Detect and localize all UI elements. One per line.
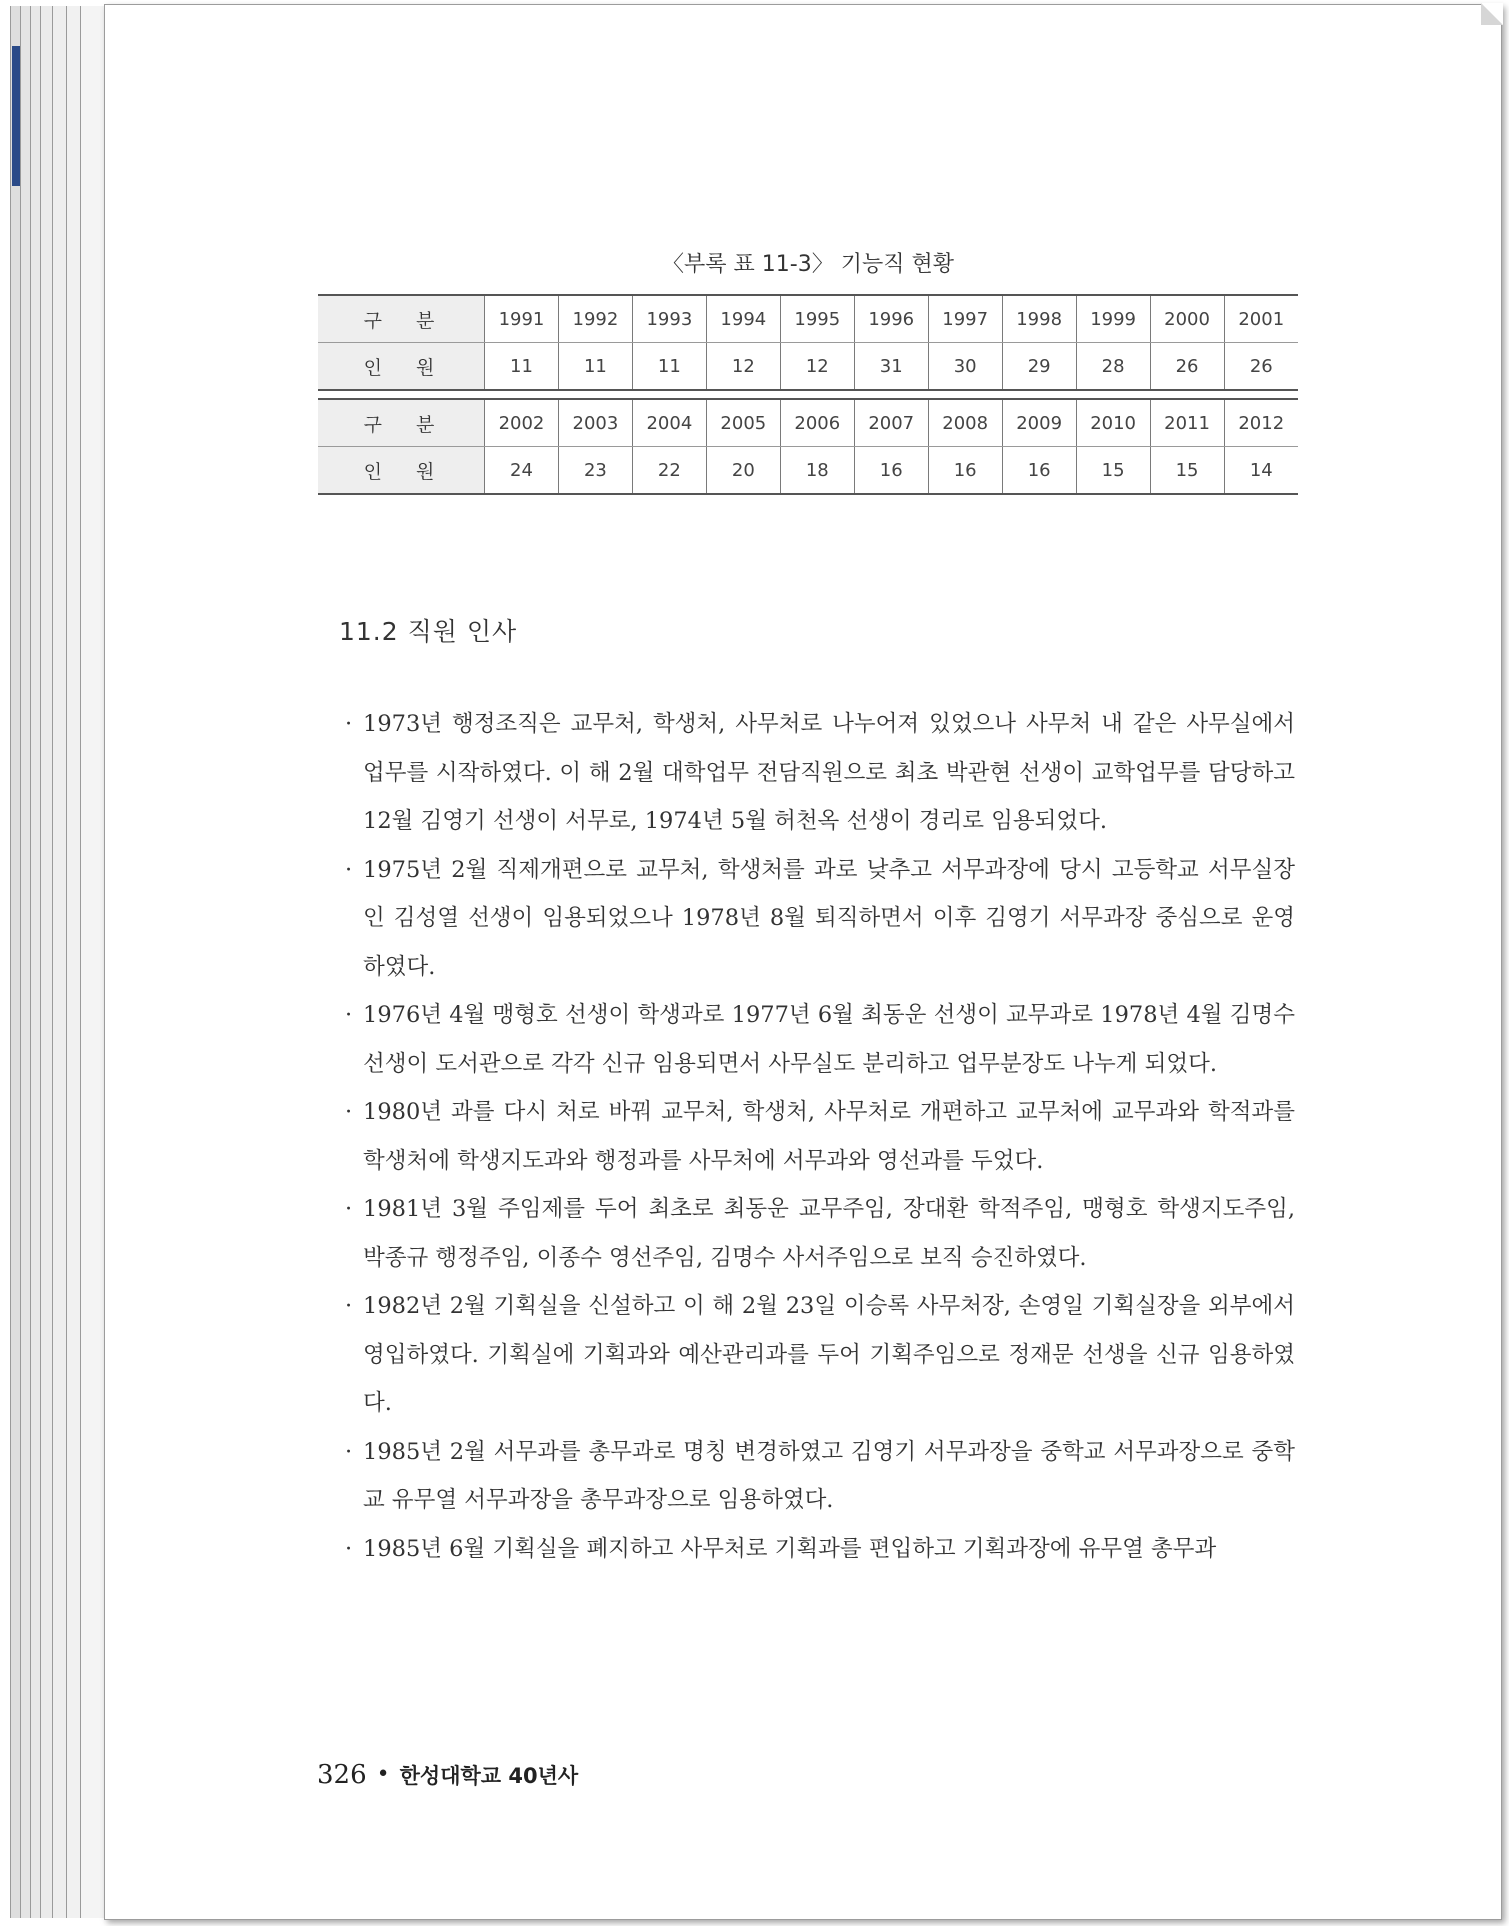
bullet-mark: · (345, 1099, 353, 1125)
bullet-mark: · (345, 856, 353, 883)
year-cell: 1997 (928, 295, 1002, 343)
year-cell: 1996 (854, 295, 928, 343)
count-cell: 12 (706, 343, 780, 391)
table-row-years (318, 399, 1298, 447)
count-cell: 16 (854, 447, 928, 495)
table-row-years (318, 295, 1298, 343)
year-cell: 2001 (1224, 295, 1298, 343)
year-cell: 1993 (632, 295, 706, 343)
table-row-counts (318, 343, 1298, 391)
year-cell: 2008 (928, 399, 1002, 447)
count-cell: 14 (1224, 447, 1298, 495)
bullet-mark: · (345, 1535, 353, 1562)
year-cell: 2003 (558, 399, 632, 447)
year-cell: 2000 (1150, 295, 1224, 343)
count-cell: 20 (706, 447, 780, 495)
count-cell: 16 (928, 447, 1002, 495)
count-cell: 11 (632, 343, 706, 391)
year-cell: 1995 (780, 295, 854, 343)
footer-separator: • (376, 1762, 390, 1787)
year-cell: 2012 (1224, 399, 1298, 447)
staff-table-1991-2001 (318, 294, 1298, 391)
count-cell: 24 (485, 447, 559, 495)
history-paragraph (345, 991, 1295, 1088)
staff-table-2002-2012 (318, 398, 1298, 495)
paragraph-text: 1976년 4월 맹형호 선생이 학생과로 1977년 6월 최동운 선생이 교무과로 1978년 4월 김명수 선생이 도서관으로 각각 신규 임용되면서 사무실도 분리하고 업무분장도 나누게 되었다. (363, 1002, 1295, 1077)
count-cell: 28 (1076, 343, 1150, 391)
year-cell: 2006 (780, 399, 854, 447)
bullet-mark: · (345, 1196, 353, 1222)
year-cell: 2004 (632, 399, 706, 447)
book-page-edges (10, 6, 110, 1918)
paragraph-text: 1985년 2월 서무과를 총무과로 명칭 변경하였고 김영기 서무과장을 중학교 서무과장으로 중학교 유무열 서무과장을 총무과장으로 임용하였다. (363, 1438, 1295, 1513)
book-page (104, 4, 1502, 1920)
page-corner-fold (1481, 3, 1503, 25)
body-text (345, 700, 1295, 1573)
row-header-category: 구 분 (318, 399, 485, 447)
paragraph-text: 1985년 6월 기획실을 폐지하고 사무처로 기획과를 편입하고 기획과장에 유무열 총무과 (363, 1535, 1217, 1562)
history-paragraph (345, 1525, 1295, 1574)
bullet-mark: · (345, 1002, 353, 1028)
table-row-counts (318, 447, 1298, 495)
count-cell: 16 (1002, 447, 1076, 495)
bullet-mark: · (345, 1293, 353, 1319)
count-cell: 31 (854, 343, 928, 391)
bullet-mark: · (345, 1438, 353, 1465)
history-paragraph (345, 1185, 1295, 1282)
row-header-category: 구 분 (318, 295, 485, 343)
paragraph-text: 1973년 행정조직은 교무처, 학생처, 사무처로 나누어져 있었으나 사무처 내 같은 사무실에서 업무를 시작하였다. 이 해 2월 대학업무 전담직원으로 최초 박관현 선생이 교학업무를 담당하고 12월 김영기 선생이 서무로, 1974년 5월 허천옥 선생이 경리로 임용되었다. (363, 711, 1295, 834)
count-cell: 11 (485, 343, 559, 391)
row-header-headcount: 인 원 (318, 447, 485, 495)
history-paragraph (345, 846, 1295, 992)
year-cell: 2009 (1002, 399, 1076, 447)
page-number: 326 (317, 1760, 367, 1790)
book-title: 한성대학교 40년사 (399, 1764, 579, 1788)
page-footer (317, 1760, 578, 1790)
row-header-headcount: 인 원 (318, 343, 485, 391)
paragraph-text: 1981년 3월 주임제를 두어 최초로 최동운 교무주임, 장대환 학적주임, 맹형호 학생지도주임, 박종규 행정주임, 이종수 영선주임, 김명수 사서주임으로 보직 승진하였다. (363, 1196, 1295, 1271)
section-title: 11.2 직원 인사 (339, 617, 518, 646)
count-cell: 12 (780, 343, 854, 391)
history-paragraph (345, 1282, 1295, 1428)
history-paragraph (345, 700, 1295, 846)
year-cell: 1999 (1076, 295, 1150, 343)
paragraph-text: 1980년 과를 다시 처로 바꿔 교무처, 학생처, 사무처로 개편하고 교무처에 교무과와 학적과를 학생처에 학생지도과와 행정과를 사무처에 서무과와 영선과를 두었다. (363, 1099, 1295, 1174)
year-cell: 1998 (1002, 295, 1076, 343)
history-paragraph (345, 1088, 1295, 1185)
year-cell: 2007 (854, 399, 928, 447)
count-cell: 30 (928, 343, 1002, 391)
count-cell: 26 (1224, 343, 1298, 391)
count-cell: 23 (558, 447, 632, 495)
count-cell: 26 (1150, 343, 1224, 391)
bullet-mark: · (345, 711, 353, 737)
year-cell: 2005 (706, 399, 780, 447)
paragraph-text: 1975년 2월 직제개편으로 교무처, 학생처를 과로 낮추고 서무과장에 당시 고등학교 서무실장인 김성열 선생이 임용되었으나 1978년 8월 퇴직하면서 이후 김영기 서무과장 중심으로 운영하였다. (363, 856, 1295, 980)
count-cell: 22 (632, 447, 706, 495)
paragraph-text: 1982년 2월 기획실을 신설하고 이 해 2월 23일 이승록 사무처장, 손영일 기획실장을 외부에서 영입하였다. 기획실에 기획과와 예산관리과를 두어 기획주임으로 정재문 선생을 신규 임용하였다. (363, 1293, 1295, 1416)
count-cell: 29 (1002, 343, 1076, 391)
count-cell: 18 (780, 447, 854, 495)
count-cell: 15 (1150, 447, 1224, 495)
book-cover-edge (12, 46, 20, 186)
year-cell: 1994 (706, 295, 780, 343)
year-cell: 1991 (485, 295, 559, 343)
count-cell: 15 (1076, 447, 1150, 495)
table-caption: 〈부록 표 11-3〉 기능직 현황 (662, 252, 954, 277)
history-paragraph (345, 1428, 1295, 1525)
year-cell: 1992 (558, 295, 632, 343)
year-cell: 2010 (1076, 399, 1150, 447)
year-cell: 2011 (1150, 399, 1224, 447)
count-cell: 11 (558, 343, 632, 391)
year-cell: 2002 (485, 399, 559, 447)
